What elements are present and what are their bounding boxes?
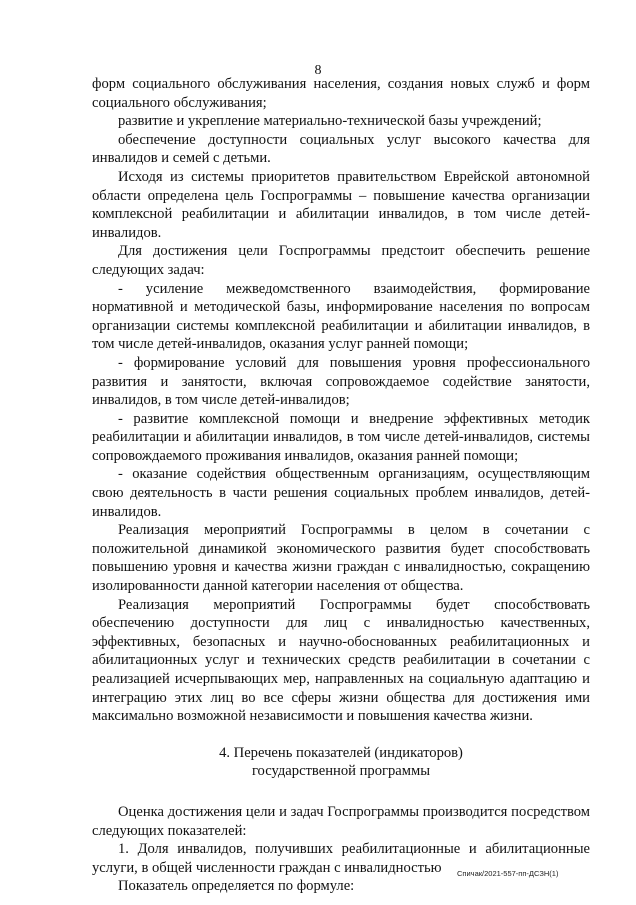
- section-heading-line: 4. Перечень показателей (индикаторов): [219, 744, 463, 761]
- paragraph: форм социального обслуживания населения, создания новых служб и форм социального обслуживания;: [92, 76, 590, 111]
- section-heading-line: государственной программы: [251, 763, 431, 780]
- paragraph: обеспечение доступности социальных услуг высокого качества для инвалидов и семей с детьми.: [92, 131, 590, 167]
- task-item: - формирование условий для повышения уровня профессионального развития и занятости, включая сопровождаемое содействие занятости, инвалидов, в том числе детей-инвалидов;: [92, 354, 590, 409]
- task-item: - оказание содействия общественным организациям, осуществляющим свою деятельность в части решения социальных проблем инвалидов, детей-инвалидов.: [92, 466, 590, 520]
- task-item: - развитие комплексной помощи и внедрение эффективных методик реабилитации и абилитации инвалидов, в том числе детей-инвалидов, системы сопровождаемого проживания инвалидов, оказания ранней помощи;: [92, 410, 590, 464]
- paragraph: Для достижения цели Госпрограммы предстоит обеспечить решение следующих задач:: [92, 243, 590, 278]
- paragraph: Реализация мероприятий Госпрограммы будет способствовать обеспечению доступности для лиц с инвалидностью качественных, эффективных, безопасных и научно-обоснованных реабилитационных и абилитационных услуг и технических средств реабилитации в сочетании с реализацией исчерпывающих мер, направленных на социальную адаптацию и интеграцию этих лиц во все сферы жизни общества для достижения ими максимально возможной независимости и повышения качества жизни.: [92, 596, 590, 725]
- task-item: - усиление межведомственного взаимодействия, формирование нормативной и методической базы, информирование населения по вопросам организации системы комплексной реабилитации и абилитации инвалидов, в том числе детей-инвалидов, оказания услуг ранней помощи;: [92, 280, 590, 353]
- document-body: [92, 75, 590, 896]
- paragraph: развитие и укрепление материально-технической базы учреждений;: [118, 113, 542, 130]
- section-heading: [92, 744, 590, 781]
- paragraph: Оценка достижения цели и задач Госпрограммы производится посредством следующих показателей:: [92, 803, 590, 839]
- document-code: Спичак/2021-557-пп-ДСЗН(1): [457, 869, 559, 878]
- paragraph: Показатель определяется по формуле:: [118, 878, 355, 895]
- indicator-item: 1. Доля инвалидов, получивших реабилитационные и абилитационные услуги, в общей численности граждан с инвалидностью: [92, 841, 590, 876]
- page-number: 8: [314, 63, 322, 78]
- paragraph: Реализация мероприятий Госпрограммы в целом в сочетании с положительной динамикой экономического развития будет способствовать повышению уровня и качества жизни граждан с инвалидностью, сокращению изолированности данной категории населения от общества.: [92, 522, 590, 595]
- paragraph: Исходя из системы приоритетов правительством Еврейской автономной области определена цель Госпрограммы – повышение качества организации комплексной реабилитации и абилитации инвалидов, в том числе детей-инвалидов.: [92, 168, 590, 241]
